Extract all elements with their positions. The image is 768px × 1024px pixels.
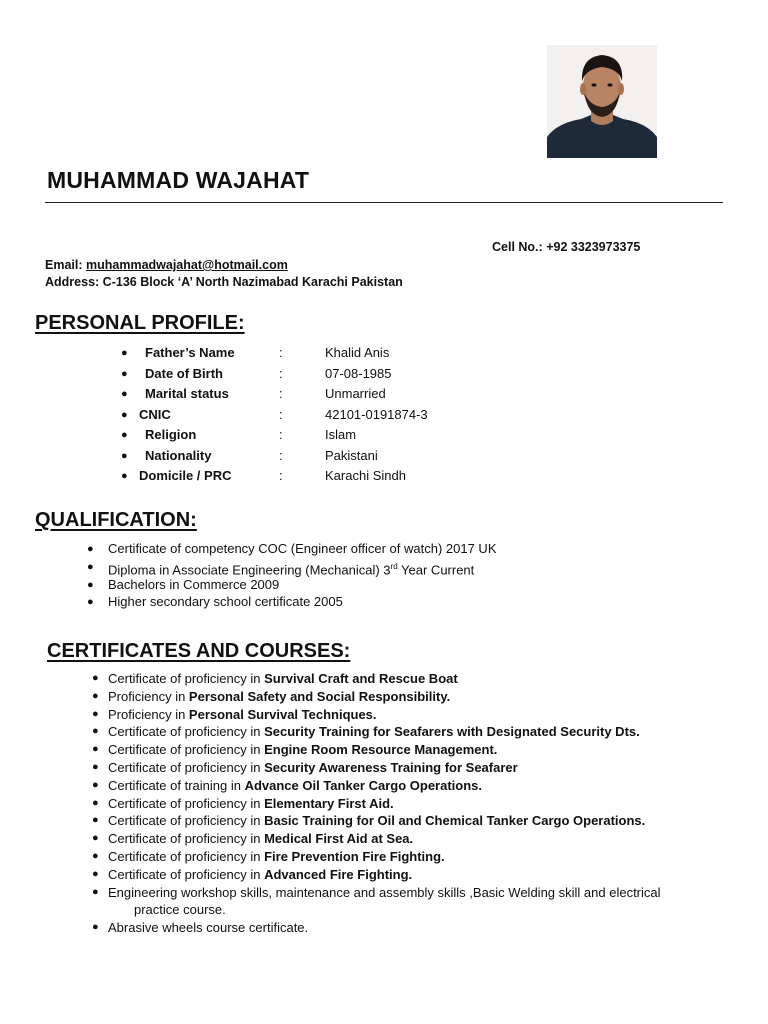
bullet-icon: ● [87, 543, 94, 555]
profile-value: Khalid Anis [325, 345, 390, 360]
profile-row [117, 467, 537, 488]
profile-value: Islam [325, 427, 357, 442]
list-item [90, 777, 720, 795]
certificate-text: Proficiency in Personal Survival Techniques. [108, 706, 377, 722]
list-item [90, 866, 720, 884]
email-line [45, 258, 288, 272]
profile-colon: : [279, 386, 283, 401]
list-item [90, 884, 720, 920]
bullet-icon: ● [92, 921, 99, 934]
certificate-text: Certificate of proficiency in Engine Room Resource Management. [108, 742, 498, 758]
list-item [90, 795, 720, 813]
bullet-icon: ● [92, 832, 99, 845]
bullet-icon: ● [92, 760, 99, 773]
profile-row [117, 426, 537, 447]
certificate-text: Certificate of proficiency in Elementary First Aid. [108, 795, 394, 811]
list-item [90, 848, 720, 866]
email-label: Email: [45, 258, 83, 272]
bullet-icon: ● [87, 560, 94, 573]
qualification-text: Certificate of competency COC (Engineer officer of watch) 2017 UK [108, 541, 497, 556]
profile-value: 07-08-1985 [325, 365, 392, 381]
bullet-icon: ● [92, 849, 99, 862]
certificate-text: Proficiency in Personal Safety and Social Responsibility. [108, 688, 451, 704]
profile-label: Father’s Name [145, 345, 235, 360]
certificate-text: Certificate of proficiency in Security Awareness Training for Seafarer [108, 759, 518, 775]
bullet-icon: ● [92, 867, 99, 880]
profile-value: Karachi Sindh [325, 468, 406, 483]
profile-row [117, 365, 537, 386]
address-label: Address: [45, 275, 100, 289]
list-item [90, 830, 720, 848]
certificate-text: Certificate of proficiency in Basic Training for Oil and Chemical Tanker Cargo Operations. [108, 813, 646, 829]
candidate-name: MUHAMMAD WAJAHAT [47, 167, 310, 193]
qualification-list [85, 540, 705, 611]
profile-value: Pakistani [325, 447, 378, 463]
bullet-icon: ● [121, 367, 128, 380]
bullet-icon: ● [121, 470, 128, 482]
list-item [90, 812, 720, 830]
bullet-icon: ● [121, 388, 128, 400]
bullet-icon: ● [92, 725, 99, 738]
certificate-text: Certificate of proficiency in Medical First Aid at Sea. [108, 831, 414, 847]
bullet-icon: ● [92, 814, 99, 827]
profile-value: Unmarried [325, 386, 386, 401]
profile-colon: : [279, 406, 283, 422]
bullet-icon: ● [121, 429, 128, 441]
profile-colon: : [279, 365, 283, 381]
email-link[interactable]: muhammadwajahat@hotmail.com [86, 258, 288, 272]
bullet-icon: ● [92, 885, 99, 898]
profile-row [117, 406, 537, 427]
profile-value: 42101-0191874-3 [325, 406, 428, 422]
list-item [90, 670, 720, 688]
bullet-icon: ● [87, 596, 94, 609]
profile-colon: : [279, 427, 283, 442]
qualification-text: Higher secondary school certificate 2005 [108, 594, 343, 610]
certificates-list [90, 670, 720, 937]
list-item [85, 576, 705, 594]
certificate-text: Abrasive wheels course certificate. [108, 920, 309, 936]
list-item [90, 759, 720, 777]
bullet-icon: ● [121, 347, 128, 359]
bullet-icon: ● [121, 408, 128, 421]
profile-row [117, 344, 537, 365]
profile-colon: : [279, 345, 283, 360]
certificate-text: Certificate of proficiency in Survival Craft and Rescue Boat [108, 671, 458, 686]
cell-label: Cell No.: [492, 240, 543, 254]
list-item [85, 558, 705, 576]
header-divider [45, 202, 723, 203]
address-value: C-136 Block ‘A’ North Nazimabad Karachi Pakistan [102, 275, 403, 289]
list-item [90, 706, 720, 724]
profile-label: Marital status [145, 386, 229, 401]
personal-profile-list [117, 344, 537, 488]
profile-label: Nationality [145, 447, 212, 463]
personal-profile-heading: PERSONAL PROFILE: [35, 312, 245, 334]
list-item [90, 723, 720, 741]
profile-row [117, 447, 537, 468]
list-item [90, 741, 720, 759]
profile-label: CNIC [139, 406, 171, 422]
bullet-icon: ● [92, 796, 99, 809]
profile-colon: : [279, 447, 283, 463]
certificate-text-continuation: practice course. [134, 902, 226, 918]
profile-label: Religion [145, 427, 197, 442]
address-line [45, 275, 403, 289]
certificate-text: Certificate of proficiency in Security Training for Seafarers with Designated Security Dts. [108, 724, 640, 740]
list-item [85, 540, 705, 558]
certificate-text: Certificate of proficiency in Fire Prevention Fire Fighting. [108, 848, 445, 864]
qualification-text: Bachelors in Commerce 2009 [108, 576, 280, 592]
certificates-heading: CERTIFICATES AND COURSES: [47, 640, 351, 662]
bullet-icon: ● [92, 689, 99, 702]
bullet-icon: ● [92, 778, 99, 791]
bullet-icon: ● [92, 707, 99, 720]
bullet-icon: ● [121, 449, 128, 462]
list-item [90, 919, 720, 937]
bullet-icon: ● [92, 672, 99, 684]
profile-row [117, 385, 537, 406]
certificate-text: Certificate of training in Advance Oil Tanker Cargo Operations. [108, 777, 483, 793]
profile-label: Date of Birth [145, 365, 223, 381]
profile-colon: : [279, 468, 283, 483]
certificate-text: Certificate of proficiency in Advanced Fire Fighting. [108, 866, 413, 882]
list-item [85, 593, 705, 611]
bullet-icon: ● [92, 743, 99, 756]
cell-number [492, 240, 640, 254]
profile-label: Domicile / PRC [139, 468, 232, 483]
certificate-text: Engineering workshop skills, maintenance and assembly skills ,Basic Welding skill and electrical practice course. [108, 884, 720, 920]
cell-value: +92 3323973375 [546, 240, 641, 254]
bullet-icon: ● [87, 578, 94, 591]
list-item [90, 688, 720, 706]
qualification-text: Diploma in Associate Engineering (Mechanical) 3rd Year Current [108, 561, 475, 578]
qualification-heading: QUALIFICATION: [35, 509, 197, 531]
profile-photo [547, 45, 657, 158]
